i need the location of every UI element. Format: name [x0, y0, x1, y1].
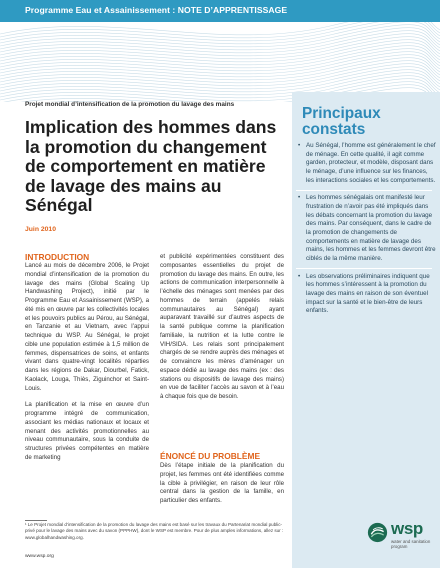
item-divider: [296, 268, 432, 269]
key-finding-item: [296, 273, 436, 317]
problem-column: [160, 462, 284, 506]
publication-date: Juin 2010: [25, 226, 56, 233]
introduction-paragraph-2: La planification et la mise en œuvre d’un programme intégré de communication, associant les médias nationaux et locaux et menant des activités promotionnelles au niveau communautaire, sous la conduite de structures privées compétentes en matière de marketing: [25, 401, 149, 461]
logo-wordmark: wsp: [391, 519, 423, 538]
top-banner: [0, 0, 440, 22]
bullet-icon: •: [298, 142, 301, 149]
problem-paragraph-1: Dès l’étape initiale de la planification du projet, les femmes ont été identifiées comme la cible à privilégier, en raison de leur rôle central dans la gestion de la famille, en particulier des enfants.: [160, 462, 284, 504]
decorative-wave-pattern: [0, 22, 440, 102]
key-finding-item: [296, 142, 436, 186]
introduction-paragraph-3: et publicité expérimentées constituent des composantes essentielles du projet de promotion du lavage des mains. En outre, les actions de communication interpersonnelle à l’échelle des ménages sont menées par des hommes de terrain (appelés relais communautaires au Sénégal) ayant auparavant travaillé sur d’autres aspects de la santé publique comme la planification familiale, la nutrition et la lutte contre le VIH/SIDA. Les relais sont principalement chargés de se rendre auprès des ménages et de convaincre les mères d’aménager un espace dédié au lavage des mains (ex : des stations ou dispositifs de lavage des mains) en vue de faciliter l’accès au savon et à l’eau à chaque fois que de besoin.: [160, 253, 284, 400]
key-finding-item: [296, 194, 436, 264]
key-findings-list: [296, 142, 436, 325]
key-finding-text: Au Sénégal, l’homme est généralement le chef de ménage. En cette qualité, il agit comme garden, protecteur, et modèle, disposant dans le ménage, d’une influence sur les finances, les interactions sociales et les comportements.: [306, 142, 436, 184]
project-kicker: Projet mondial d’intensification de la promotion du lavage des mains: [25, 101, 235, 108]
key-finding-text: Les observations préliminaires indiquent que les hommes s’intéressent à la promotion du lavage des mains en raison de son éventuel impact sur la santé et le bien-être de leurs enfants.: [306, 272, 430, 315]
problem-heading: ÉNONCÉ DU PROBLÈME: [160, 451, 261, 461]
key-finding-text: Les hommes sénégalais ont manifesté leur frustration de n’avoir pas été impliqués dans les débats concernant la promotion du lavage des mains. Par conséquent, dans le cadre de la promotion de changements de comportements en matière de lavage des mains, les hommes et les femmes devront être ciblés de la même manière.: [306, 194, 436, 263]
column-middle: [160, 253, 284, 402]
footnote: ¹ Le Projet mondial d’intensification de la promotion du lavage des mains est basé sur les travaux du Partenariat mondial public-privé pour le lavage des mains avec du savon (PPPHW), dont le WSP est membre. Pour de plus amples informations, allez sur : www.globalhandwashing.org.: [25, 522, 284, 540]
wsp-swirl-icon: [367, 522, 388, 543]
bullet-icon: •: [298, 272, 301, 280]
introduction-heading: INTRODUCTION: [25, 252, 90, 262]
banner-title: Programme Eau et Assainissement : NOTE D’APPRENTISSAGE: [25, 5, 288, 15]
introduction-paragraph-1: Lancé au mois de décembre 2006, le Projet mondial d’intensification de la promotion du lavage des mains (Global Scaling Up Handwashing Project), initié par le Programme Eau et Assainissement (WSP), a été mis en œuvre par les collectivités locales et les pouvoirs publics au Pérou, au Sénégal, en Tanzanie et au Vietnam, avec l’appui technique du WSP. Au Sénégal, le projet cible une population estimée à 1,5 million de femmes, dispensatrices de soins, et enfants vivant dans quatre-vingt localités réparties dans les régions de Dakar, Diourbel, Fatick, Kaolack, Louga, Thiès, Ziguinchor et Saint-Louis.: [25, 262, 149, 392]
column-left: [25, 262, 149, 463]
sidebar-title: Principaux constats: [302, 105, 381, 139]
page-title: Implication des hommes dans la promotion du changement de comportement en matière de lavage des mains au Sénégal: [25, 117, 277, 216]
item-divider: [296, 190, 432, 191]
wsp-logo: [367, 517, 435, 557]
footer-url: www.wsp.org: [25, 554, 54, 559]
bullet-icon: •: [298, 194, 301, 202]
logo-subtitle: water and sanitation program: [391, 539, 431, 550]
footnote-divider: [25, 520, 47, 521]
